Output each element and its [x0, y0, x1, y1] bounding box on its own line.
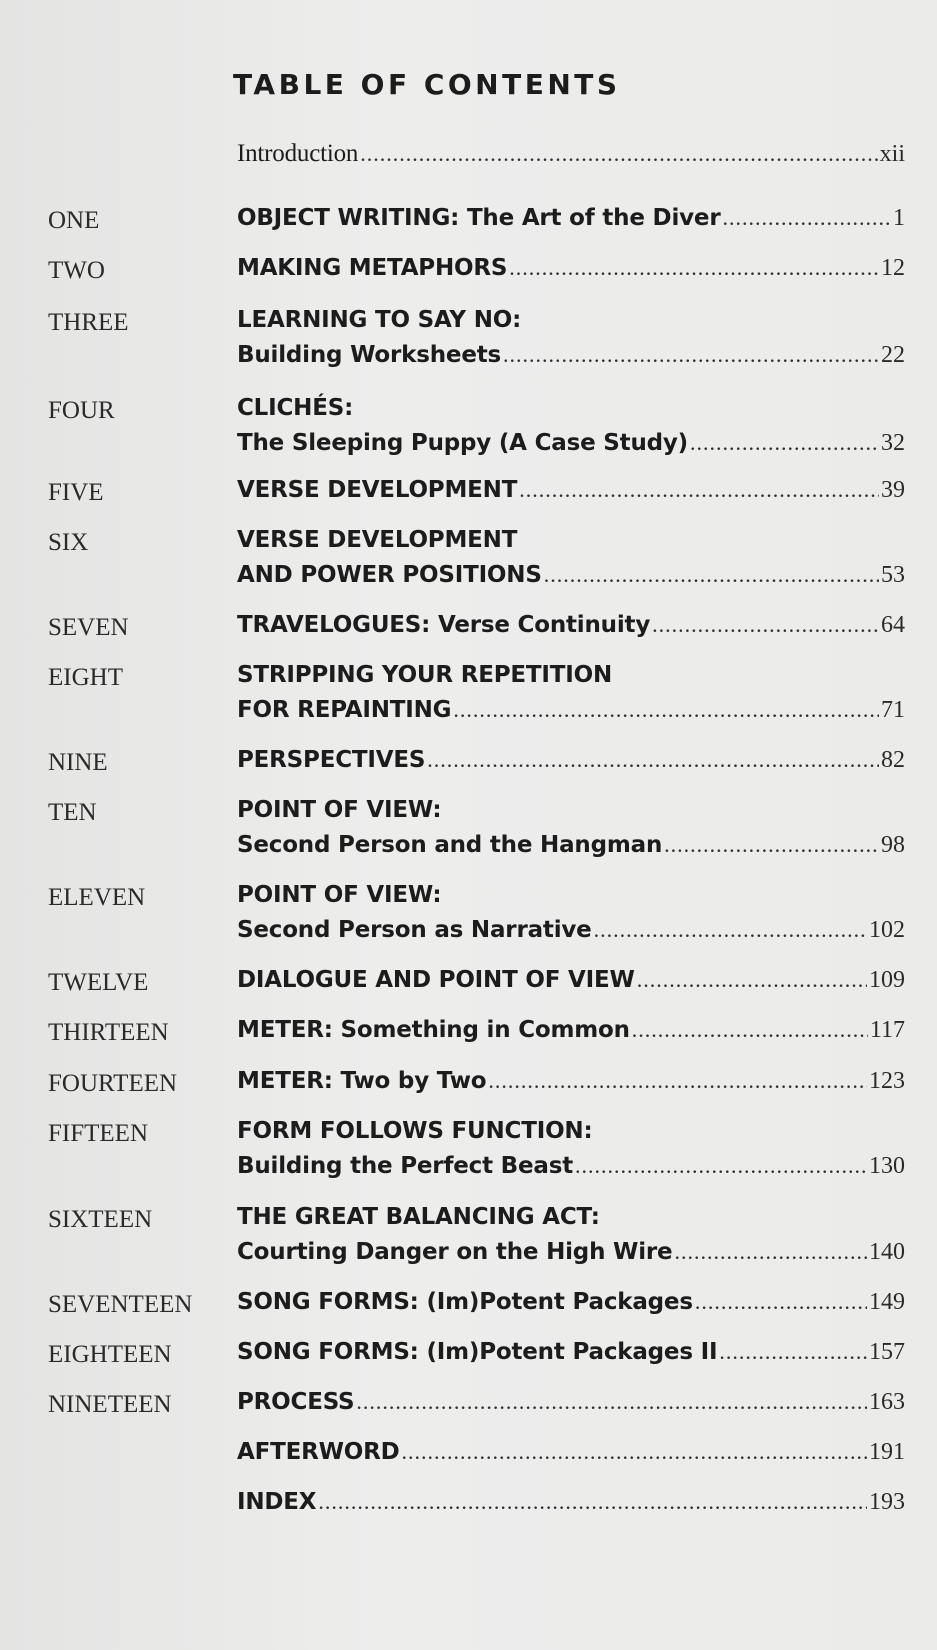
chapter-subtitle: Building Worksheets	[237, 342, 502, 368]
dot-leader	[652, 612, 879, 638]
dot-leader	[509, 255, 879, 281]
chapter-number: ELEVEN	[48, 884, 146, 911]
toc-entry-heading	[237, 662, 905, 688]
page-number: 130	[869, 1153, 905, 1179]
dot-leader	[360, 141, 877, 167]
dot-leader	[318, 1489, 867, 1515]
dot-leader	[402, 1439, 867, 1465]
chapter-subtitle: Second Person as Narrative	[237, 917, 592, 943]
page-number: 163	[869, 1389, 905, 1415]
dot-leader	[544, 562, 879, 588]
chapter-title: DIALOGUE AND POINT OF VIEW	[237, 967, 635, 993]
chapter-title: SONG FORMS: (Im)Potent Packages	[237, 1289, 693, 1315]
chapter-title: LEARNING TO SAY NO:	[237, 307, 522, 333]
chapter-title: PERSPECTIVES	[237, 747, 426, 773]
chapter-number: FOUR	[48, 397, 115, 424]
page-number: 1	[893, 205, 905, 231]
chapter-subtitle: FOR REPAINTING	[237, 697, 452, 723]
chapter-title: PROCESS	[237, 1389, 355, 1415]
chapter-subtitle: AND POWER POSITIONS	[237, 562, 542, 588]
chapter-subtitle: Courting Danger on the High Wire	[237, 1239, 673, 1265]
chapter-title: CLICHÉS:	[237, 395, 354, 421]
toc-entry-line	[237, 562, 905, 589]
toc-entry-heading	[237, 1204, 905, 1230]
chapter-number: EIGHT	[48, 664, 123, 691]
page-number: 193	[869, 1489, 905, 1515]
chapter-title: METER: Something in Common	[237, 1017, 630, 1043]
chapter-number: NINETEEN	[48, 1391, 172, 1418]
toc-entry-heading	[237, 797, 905, 823]
toc-entry-heading	[237, 395, 905, 421]
toc-entry-heading	[237, 307, 905, 333]
chapter-title: MAKING METAPHORS	[237, 255, 508, 281]
toc-entry-line	[237, 697, 905, 724]
chapter-number: SIXTEEN	[48, 1206, 153, 1233]
toc-entry-line	[237, 967, 905, 994]
dot-leader	[637, 967, 867, 993]
dot-leader	[664, 832, 879, 858]
chapter-number: TEN	[48, 799, 97, 826]
chapter-title: VERSE DEVELOPMENT	[237, 527, 518, 553]
chapter-number: THREE	[48, 309, 129, 336]
toc-entry-line	[237, 477, 905, 504]
chapter-number: TWO	[48, 257, 105, 284]
page-number: 117	[869, 1017, 905, 1043]
page-number: 64	[881, 612, 905, 638]
chapter-number: FIFTEEN	[48, 1120, 148, 1147]
chapter-title: TRAVELOGUES: Verse Continuity	[237, 612, 651, 638]
toc-entry-line	[237, 832, 905, 859]
page-number: 32	[881, 430, 905, 456]
toc-intro-page: xii	[879, 141, 905, 167]
dot-leader	[719, 1339, 867, 1365]
page-number: 157	[869, 1339, 905, 1365]
page-number: 53	[881, 562, 905, 588]
chapter-title: METER: Two by Two	[237, 1068, 487, 1094]
chapter-number: TWELVE	[48, 969, 149, 996]
toc-intro-label: Introduction	[237, 140, 359, 167]
page-number: 191	[869, 1439, 905, 1465]
page-number: 39	[881, 477, 905, 503]
chapter-number: SIX	[48, 529, 89, 556]
dot-leader	[356, 1389, 867, 1415]
page-number: 98	[881, 832, 905, 858]
toc-entry-line	[237, 430, 905, 457]
chapter-number: SEVENTEEN	[48, 1291, 193, 1318]
toc-entry-heading	[237, 527, 905, 553]
chapter-number: EIGHTEEN	[48, 1341, 172, 1368]
dot-leader	[695, 1289, 867, 1315]
toc-entry-line	[237, 1017, 905, 1044]
toc-entry-line	[237, 612, 905, 639]
dot-leader	[594, 917, 867, 943]
chapter-title: STRIPPING YOUR REPETITION	[237, 662, 612, 688]
chapter-title: THE GREAT BALANCING ACT:	[237, 1204, 600, 1230]
chapter-title: POINT OF VIEW:	[237, 882, 442, 908]
chapter-number: FIVE	[48, 479, 104, 506]
chapter-title: FORM FOLLOWS FUNCTION:	[237, 1118, 593, 1144]
toc-entry-line	[237, 205, 905, 232]
toc-entry-line	[237, 1489, 905, 1516]
toc-entry-line	[237, 917, 905, 944]
dot-leader	[674, 1239, 867, 1265]
dot-leader	[503, 342, 879, 368]
page-number: 22	[881, 342, 905, 368]
page-number: 109	[869, 967, 905, 993]
toc-entry-line	[237, 1153, 905, 1180]
page-number: 71	[881, 697, 905, 723]
chapter-title: POINT OF VIEW:	[237, 797, 442, 823]
toc-entry-heading	[237, 1118, 905, 1144]
toc-entry-line	[237, 1289, 905, 1316]
toc-entry-line	[237, 1239, 905, 1266]
chapter-title: VERSE DEVELOPMENT	[237, 477, 518, 503]
chapter-number: NINE	[48, 749, 108, 776]
page-number: 82	[881, 747, 905, 773]
dot-leader	[690, 430, 879, 456]
toc-entry-line	[237, 747, 905, 774]
dot-leader	[722, 205, 891, 231]
toc-entry-line	[237, 1068, 905, 1095]
page-number: 123	[869, 1068, 905, 1094]
chapter-number: ONE	[48, 207, 100, 234]
page-number: 102	[869, 917, 905, 943]
chapter-title: OBJECT WRITING: The Art of the Diver	[237, 205, 721, 231]
page-title: TABLE OF CONTENTS	[233, 68, 621, 101]
toc-entry-line	[237, 255, 905, 282]
toc-entry-line	[237, 1339, 905, 1366]
chapter-number: SEVEN	[48, 614, 129, 641]
dot-leader	[575, 1153, 867, 1179]
page-number: 12	[881, 255, 905, 281]
dot-leader	[488, 1068, 867, 1094]
dot-leader	[632, 1017, 868, 1043]
chapter-subtitle: Second Person and the Hangman	[237, 832, 663, 858]
chapter-number: THIRTEEN	[48, 1019, 169, 1046]
page-number: 149	[869, 1289, 905, 1315]
toc-entry-line	[237, 1439, 905, 1466]
toc-entry-line	[237, 342, 905, 369]
toc-entry-line	[237, 1389, 905, 1416]
dot-leader	[427, 747, 879, 773]
toc-intro-line	[237, 140, 905, 168]
dot-leader	[453, 697, 879, 723]
chapter-subtitle: The Sleeping Puppy (A Case Study)	[237, 430, 688, 456]
dot-leader	[519, 477, 879, 503]
chapter-title: INDEX	[237, 1489, 317, 1515]
chapter-subtitle: Building the Perfect Beast	[237, 1153, 574, 1179]
chapter-number: FOURTEEN	[48, 1070, 178, 1097]
toc-entry-heading	[237, 882, 905, 908]
chapter-title: AFTERWORD	[237, 1439, 400, 1465]
chapter-title: SONG FORMS: (Im)Potent Packages II	[237, 1339, 718, 1365]
page-number: 140	[869, 1239, 905, 1265]
